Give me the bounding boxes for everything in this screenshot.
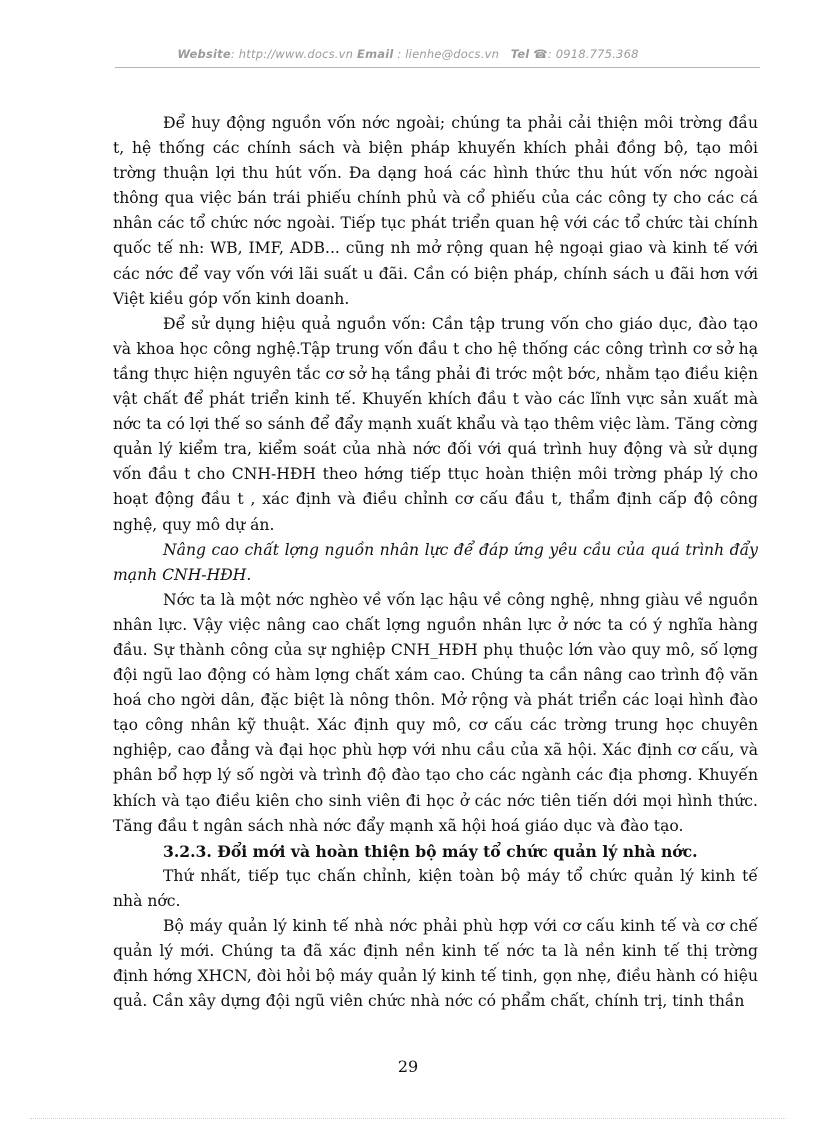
paragraph-human-resources: Nớc ta là một nớc nghèo về vốn lạc hậu về công nghệ, nhng giàu về nguồn nhân lực. Vậy việc nâng cao chất lợng nguồn nhân lực ở nớc ta có ý nghĩa hàng đầu. Sự thành công của sự nghiệp CNH_HĐH phụ thuộc lớn vào quy mô, số lợng đội ngũ lao động có hàm lợng chất xám cao. Chúng ta cần nâng cao trình độ văn hoá cho ngời dân, đặc biệt là nông thôn. Mở rộng và phát triển các loại hình đào tạo công nhân kỹ thuật. Xác định quy mô, cơ cấu các trờng trung học chuyên nghiệp, cao đẳng và đại học phù hợp với nhu cầu của xã hội. Xác định cơ cấu, và phân bổ hợp lý số ngời và trình độ đào tạo cho các ngành các địa phơng. Khuyến khích và tạo điều kiên cho sinh viên đi học ở các nớc tiên tiến dới mọi hình thức. Tăng đầu t ngân sách nhà nớc đẩy mạnh xã hội hoá giáo dục và đào tạo. (113, 590, 758, 835)
header-divider (115, 67, 760, 68)
paragraph-capital-use: Để sử dụng hiệu quả nguồn vốn: Cần tập trung vốn cho giáo dục, đào tạo và khoa học công nghệ.Tập trung vốn đầu t cho hệ thống các công trình cơ sở hạ tầng thực hiện nguyên tắc cơ sở hạ tầng phải đi trớc một bớc, nhằm tạo điều kiện vật chất để phát triển kinh tế. Khuyến khích đầu t vào các lĩnh vực sản xuất mà nớc ta có lợi thế so sánh để đẩy mạnh xuất khẩu và tạo thêm việc làm. Tăng cờng quản lý kiểm tra, kiểm soát của nhà nớc đối với quá trình huy động và sử dụng vốn đầu t cho CNH-HĐH theo hớng tiếp ttục hoàn thiện môi trờng pháp lý cho hoạt động đầu t , xác định và điều chỉnh cơ cấu đầu t, thẩm định cấp độ công nghệ, quy mô dự án. (113, 314, 758, 534)
page-bottom-divider (30, 1118, 786, 1119)
tel-label: Tel (510, 47, 530, 61)
website-value: : http://www.docs.vn (230, 47, 354, 61)
document-body (113, 111, 758, 1014)
paragraph-first-point: Thứ nhất, tiếp tục chấn chỉnh, kiện toàn bộ máy tổ chức quản lý kinh tế nhà nớc. (113, 866, 758, 910)
paragraph-capital-mobilization: Để huy động nguồn vốn nớc ngoài; chúng ta phải cải thiện môi trờng đầu t, hệ thống các chính sách và biện pháp khuyến khích phải đồng bộ, tạo môi trờng thuận lợi thu hút vốn. Đa dạng hoá các hình thức thu hút vốn nớc ngoài thông qua việc bán trái phiếu chính phủ và cổ phiếu của các công ty cho các cá nhân các tổ chức nớc ngoài. Tiếp tục phát triển quan hệ với các tổ chức tài chính quốc tế nh: WB, IMF, ADB... cũng nh mở rộng quan hệ ngoại giao và kinh tế với các nớc để vay vốn với lãi suất u đãi. Cần có biện pháp, chính sách u đãi hơn với Việt kiều góp vốn kinh doanh. (113, 114, 758, 308)
page-header (0, 47, 816, 61)
website-label: Website (177, 47, 231, 61)
telephone-icon: ☎ (533, 47, 548, 61)
page-number: 29 (397, 1057, 419, 1076)
email-label: Email (357, 47, 394, 61)
paragraph-apparatus: Bộ máy quản lý kinh tế nhà nớc phải phù hợp với cơ cấu kinh tế và cơ chế quản lý mới. Chúng ta đã xác định nền kinh tế nớc ta là nền kinh tế thị trờng định hớng XHCN, đòi hỏi bộ máy quản lý kinh tế tinh, gọn nhẹ, điều hành có hiệu quả. Cần xây dựng đội ngũ viên chức nhà nớc có phẩm chất, chính trị, tinh thần (113, 917, 758, 1011)
italic-subheading: Nâng cao chất lợng nguồn nhân lực để đáp ứng yêu cầu của quá trình đẩy mạnh CNH-HĐH. (113, 540, 758, 584)
email-value: : lienhe@docs.vn (393, 47, 500, 61)
section-heading: 3.2.3. Đổi mới và hoàn thiện bộ máy tổ chức quản lý nhà nớc. (163, 841, 698, 861)
tel-value: : 0918.775.368 (547, 47, 639, 61)
